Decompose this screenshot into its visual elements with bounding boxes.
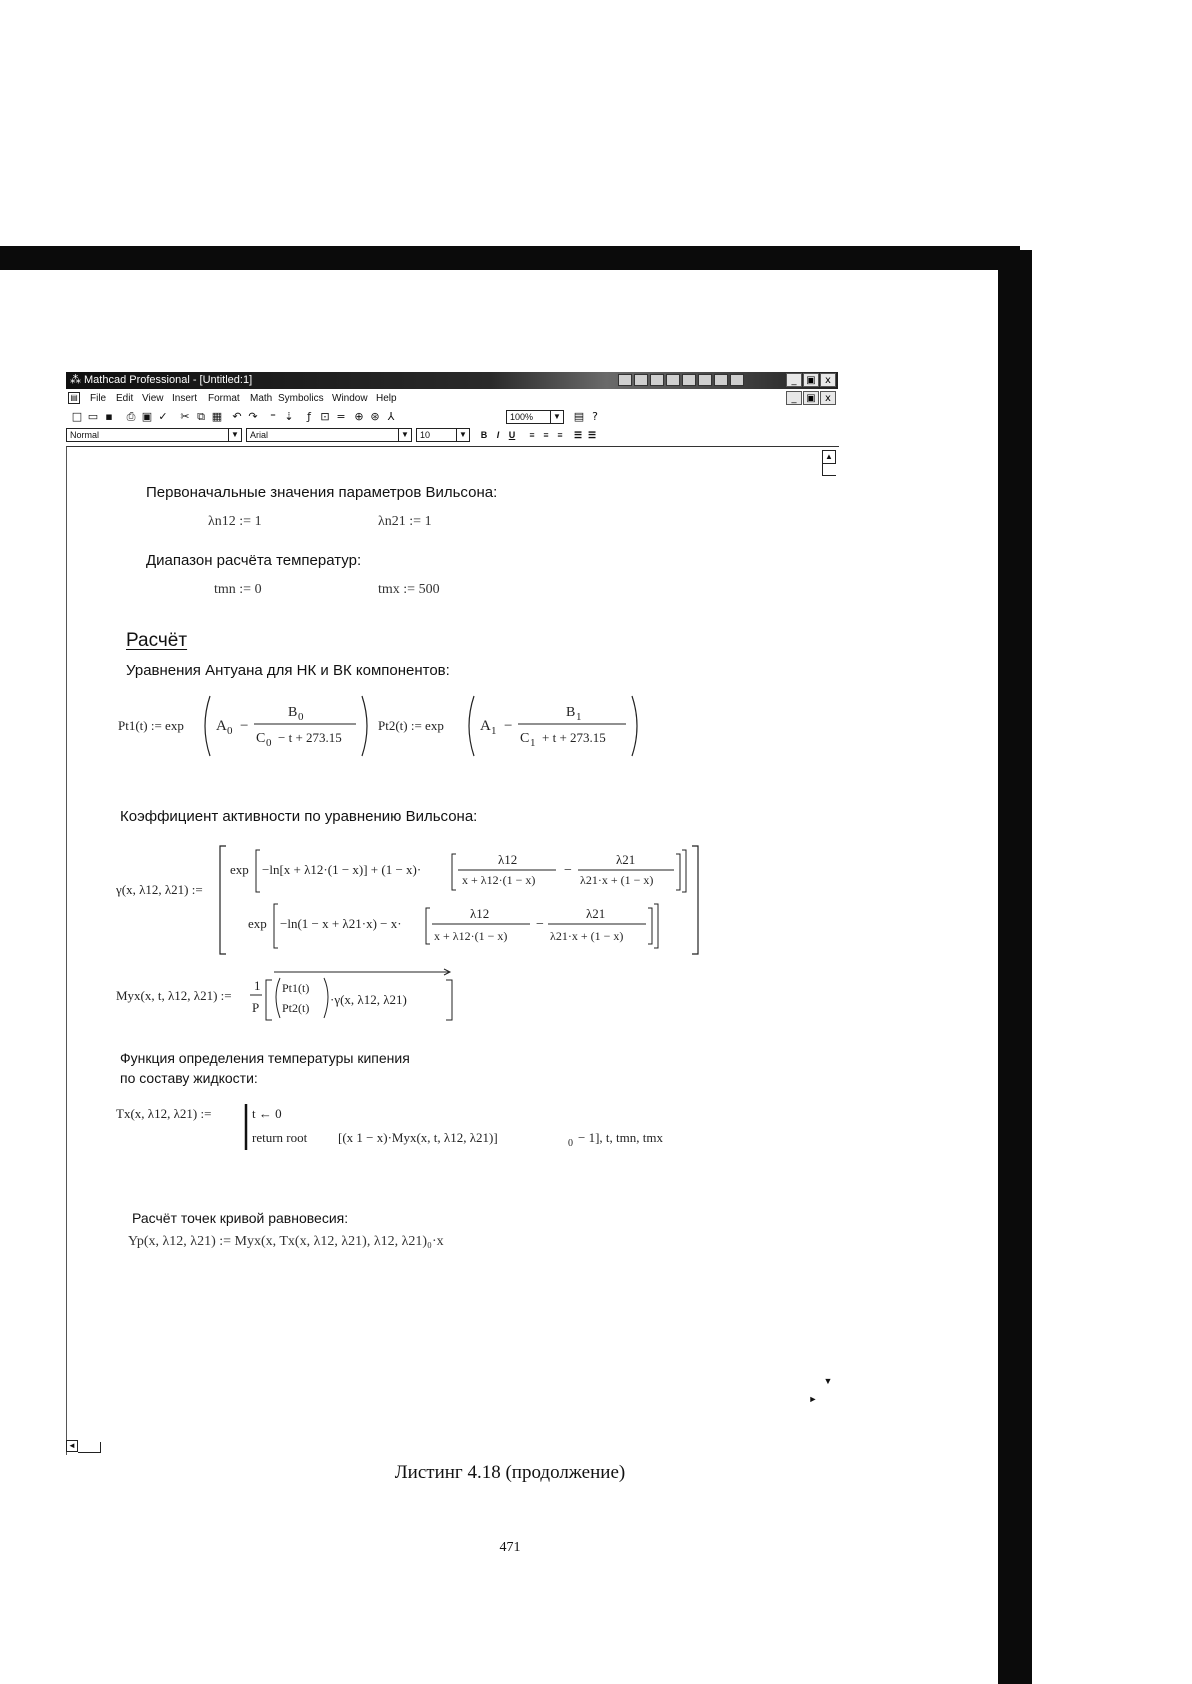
new-icon[interactable]: □	[71, 410, 83, 423]
scroll-down-icon[interactable]: ▼	[823, 1376, 833, 1386]
gamma-row1-den1: x + λ12·(1 − x)	[462, 873, 536, 887]
boiling-function-label-line1: Функция определения температуры кипения	[120, 1050, 410, 1066]
font-size-value: 10	[420, 430, 431, 440]
tx-program	[116, 1098, 756, 1154]
antoine-equations	[116, 690, 716, 760]
pt1-c: C	[256, 731, 266, 746]
gamma-row1-bracket-left	[256, 850, 260, 892]
gamma-lhs: γ(x, λ12, λ21) :=	[116, 882, 203, 897]
doc-restore-button[interactable]: ▣	[803, 391, 819, 405]
temperature-range-label: Диапазон расчёта температур:	[146, 552, 362, 569]
scan-edge-top	[0, 246, 1020, 270]
gamma-vector-bracket-left	[220, 846, 226, 954]
insert-unit-icon[interactable]: ⊡	[320, 410, 330, 423]
menu-help[interactable]: Help	[376, 393, 397, 404]
resource-center-icon[interactable]: ▤	[573, 410, 585, 423]
gamma-vector-bracket-right	[692, 846, 698, 954]
tray-icon	[650, 374, 664, 386]
myx-p: P	[252, 1000, 260, 1015]
myx-pt1: Pt1(t)	[282, 981, 310, 995]
tray-icon	[698, 374, 712, 386]
menu-edit[interactable]: Edit	[116, 393, 134, 404]
pt1-lhs: Pt1(t) := exp	[118, 718, 184, 733]
vertical-scrollbar[interactable]	[822, 464, 836, 476]
font-value: Arial	[250, 430, 269, 440]
calculate-icon[interactable]: =	[336, 410, 346, 423]
calc-heading: Расчёт	[126, 630, 188, 651]
pt1-a: A	[216, 718, 227, 734]
wilson-gamma-equation	[116, 844, 816, 956]
undo-icon[interactable]: ↶	[232, 410, 242, 423]
pt2-paren-left	[469, 696, 474, 756]
align-icon[interactable]: ⁼	[270, 410, 276, 423]
menu-view[interactable]: View	[142, 393, 164, 404]
mathcad-app-icon: ⁂	[70, 374, 81, 386]
gamma-row2-den2: λ21·x + (1 − x)	[550, 929, 624, 943]
insert-function-icon[interactable]: ƒ	[307, 410, 311, 423]
menu-bar	[66, 390, 838, 407]
scroll-right-icon[interactable]: ►	[808, 1394, 818, 1404]
pt1-b-sub: 0	[298, 711, 304, 723]
zoom-value: 100%	[510, 412, 534, 422]
save-icon[interactable]: ▪	[105, 410, 113, 423]
gamma-row2-num1: λ12	[470, 906, 490, 921]
copy-icon[interactable]: ⧉	[197, 410, 205, 423]
tray-icon	[730, 374, 744, 386]
tx-line2-return: return root	[252, 1130, 308, 1145]
tray-icon	[682, 374, 696, 386]
lambda12-definition: λn12 := 1	[208, 514, 262, 529]
gamma-row2-bracket-left	[274, 904, 278, 948]
tx-line2-sub: 0	[568, 1138, 573, 1149]
redo-icon[interactable]: ↷	[248, 410, 258, 423]
listing-caption: Листинг 4.18 (продолжение)	[394, 1462, 626, 1483]
doc-close-button[interactable]: x	[820, 391, 836, 405]
pt2-minus: −	[504, 718, 513, 734]
pt2-paren-right	[632, 696, 637, 756]
gamma-row1-exp: exp	[230, 862, 249, 877]
pt1-den-rest: − t + 273.15	[278, 730, 342, 745]
pt2-c-sub: 1	[530, 737, 536, 749]
gamma-row1-num1: λ12	[498, 852, 518, 867]
tx-line2-rest: − 1], t, tmn, tmx	[578, 1130, 663, 1145]
chevron-down-icon: ▼	[550, 411, 563, 423]
mathcad-window	[66, 372, 838, 1454]
pt1-b: B	[288, 705, 298, 720]
menu-window[interactable]: Window	[332, 393, 368, 404]
activity-coefficient-label: Коэффициент активности по уравнению Вильсона:	[120, 808, 478, 825]
tmx-definition: tmx := 500	[378, 582, 440, 597]
pt2-a: A	[480, 718, 491, 734]
myx-one: 1	[254, 978, 261, 993]
pt2-den-rest: + t + 273.15	[542, 730, 606, 745]
gamma-row2-den1: x + λ12·(1 − x)	[434, 929, 508, 943]
menu-format[interactable]: Format	[208, 393, 240, 404]
align-below-icon[interactable]: ⇣	[284, 410, 294, 423]
pt1-c-sub: 0	[266, 737, 272, 749]
chevron-down-icon: ▼	[228, 429, 241, 441]
tx-line1: t ← 0	[252, 1106, 282, 1121]
style-value: Normal	[70, 430, 100, 440]
yp-definition: Yp(x, λ12, λ21) := Myx(x, Tx(x, λ12, λ21), λ12, λ21)₀·x	[128, 1234, 444, 1249]
gamma-row1-den2: λ21·x + (1 − x)	[580, 873, 654, 887]
pt1-minus: −	[240, 718, 249, 734]
help-icon[interactable]: ?	[592, 410, 598, 423]
menu-math[interactable]: Math	[250, 393, 273, 404]
numbered-list-icon[interactable]: ☰	[587, 430, 597, 440]
window-title: Mathcad Professional - [Untitled:1]	[84, 374, 253, 386]
spellcheck-icon[interactable]: ✓	[158, 410, 168, 423]
formatting-toolbar	[66, 428, 838, 444]
pt2-lhs: Pt2(t) := exp	[378, 718, 444, 733]
italic-button[interactable]: I	[496, 430, 500, 440]
tray-icon	[634, 374, 648, 386]
scroll-left-icon[interactable]: ◄	[66, 1440, 78, 1452]
print-preview-icon[interactable]: ▣	[141, 410, 153, 423]
tray-icon	[714, 374, 728, 386]
bold-button[interactable]: B	[480, 430, 488, 440]
title-bar	[66, 372, 838, 389]
restore-button[interactable]: ▣	[803, 373, 819, 387]
document-icon[interactable]: ▤	[68, 392, 80, 404]
bullet-list-icon[interactable]: ☰	[573, 430, 583, 440]
close-button[interactable]: x	[820, 373, 836, 387]
zoom-select[interactable]	[506, 410, 564, 424]
pt2-b: B	[566, 705, 576, 720]
menu-insert[interactable]: Insert	[172, 393, 198, 404]
tray-icon	[618, 374, 632, 386]
pt1-paren-right	[362, 696, 367, 756]
paste-icon[interactable]: ▦	[211, 410, 223, 423]
align-right-icon[interactable]: ≡	[557, 430, 563, 440]
gamma-row1-num2: λ21	[616, 852, 636, 867]
resource-icon[interactable]: ⊛	[370, 410, 380, 423]
myx-gamma-call: ·γ(x, λ12, λ21)	[330, 992, 407, 1007]
font-size-select[interactable]	[416, 428, 470, 442]
myx-pt2: Pt2(t)	[282, 1001, 310, 1015]
equilibrium-curve-label: Расчёт точек кривой равновесия:	[132, 1210, 349, 1226]
chevron-down-icon: ▼	[398, 429, 411, 441]
gamma-row2-exp: exp	[248, 916, 267, 931]
svg-text:−: −	[564, 863, 572, 878]
menu-file[interactable]: File	[90, 393, 107, 404]
svg-text:−: −	[536, 917, 544, 932]
font-select[interactable]	[246, 428, 412, 442]
page-number: 471	[499, 1540, 521, 1555]
insert-hyperlink-icon[interactable]: ⅄	[387, 410, 395, 423]
gamma-row1-body: −ln[x + λ12·(1 − x)] + (1 − x)·	[262, 862, 422, 877]
pt1-a-sub: 0	[227, 725, 233, 737]
style-select[interactable]	[66, 428, 242, 442]
initial-values-label: Первоначальные значения параметров Вильсона:	[146, 484, 498, 501]
lambda21-definition: λn21 := 1	[378, 514, 432, 529]
pt2-b-sub: 1	[576, 711, 582, 723]
open-icon[interactable]: ▭	[87, 410, 99, 423]
gamma-row2-num2: λ21	[586, 906, 606, 921]
myx-equation	[116, 964, 516, 1028]
component-icon[interactable]: ⊕	[354, 410, 364, 423]
align-left-icon[interactable]: ≡	[529, 430, 535, 440]
gamma-row2-body: −ln(1 − x + λ21·x) − x·	[280, 916, 402, 931]
scroll-up-icon[interactable]: ▲	[822, 450, 836, 464]
horizontal-scrollbar[interactable]	[78, 1442, 101, 1453]
tx-line2-body: [(x 1 − x)·Myx(x, t, λ12, λ21)]	[338, 1130, 498, 1145]
underline-button[interactable]: U	[508, 430, 516, 440]
print-icon[interactable]: ⎙	[126, 410, 136, 423]
cut-icon[interactable]: ✂	[180, 410, 190, 423]
pt2-c: C	[520, 731, 530, 746]
tmn-definition: tmn := 0	[214, 582, 262, 597]
antoine-label: Уравнения Антуана для НК и ВК компонентов:	[126, 662, 450, 679]
tray-icons	[618, 374, 744, 386]
tray-icon	[666, 374, 680, 386]
menu-symbolics[interactable]: Symbolics	[278, 393, 324, 404]
myx-lhs: Myx(x, t, λ12, λ21) :=	[116, 988, 232, 1003]
doc-minimize-button[interactable]: _	[786, 391, 802, 405]
minimize-button[interactable]: _	[786, 373, 802, 387]
pt2-a-sub: 1	[491, 725, 497, 737]
align-center-icon[interactable]: ≡	[543, 430, 549, 440]
boiling-function-label-line2: по составу жидкости:	[120, 1070, 258, 1086]
chevron-down-icon: ▼	[456, 429, 469, 441]
pt1-paren-left	[205, 696, 210, 756]
tx-lhs: Tx(x, λ12, λ21) :=	[116, 1106, 212, 1121]
